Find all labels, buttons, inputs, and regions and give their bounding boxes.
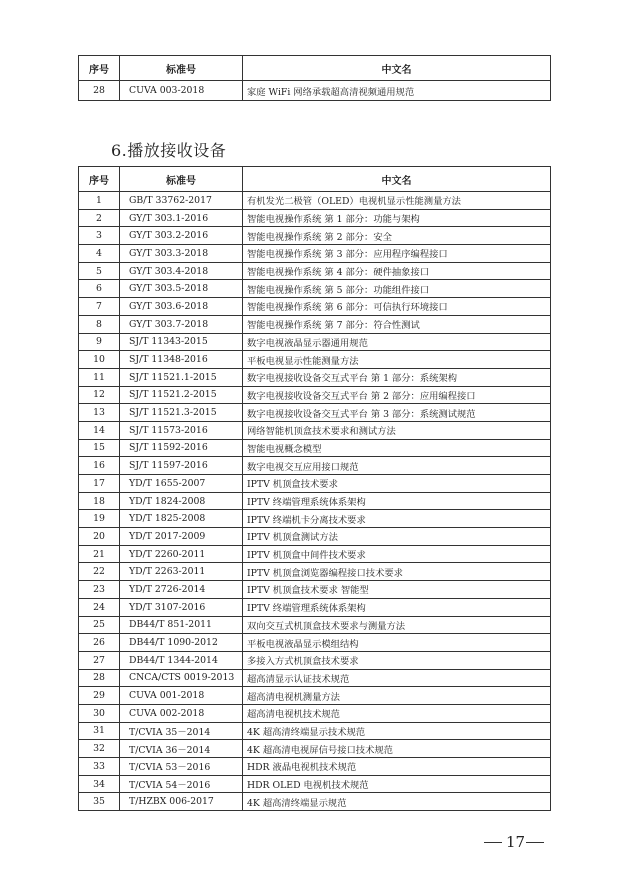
table-row: [79, 563, 551, 581]
page-number-dash-right: [526, 842, 544, 843]
standard-code: CUVA 003-2018: [120, 81, 243, 101]
standard-name: 网络智能机顶盒技术要求和测试方法: [243, 421, 551, 439]
standard-name: 智能电视操作系统 第 1 部分：功能与架构: [243, 209, 551, 227]
row-number: 35: [79, 793, 120, 811]
row-number: 13: [79, 404, 120, 422]
row-number: 27: [79, 651, 120, 669]
standard-code: SJ/T 11521.1-2015: [120, 368, 243, 386]
row-number: 25: [79, 616, 120, 634]
table-row: [79, 669, 551, 687]
standard-code: YD/T 2260-2011: [120, 545, 243, 563]
standard-code: GB/T 33762-2017: [120, 192, 243, 210]
standard-name: 数字电视接收设备交互式平台 第 3 部分：系统测试规范: [243, 404, 551, 422]
column-header-no: 序号: [79, 167, 120, 192]
table-header-row: [79, 56, 551, 81]
standard-code: YD/T 2263-2011: [120, 563, 243, 581]
table-row: [79, 404, 551, 422]
table-row: [79, 775, 551, 793]
column-header-name: 中文名: [243, 56, 551, 81]
table-row: [79, 280, 551, 298]
row-number: 18: [79, 492, 120, 510]
table-row: [79, 492, 551, 510]
standard-code: SJ/T 11343-2015: [120, 333, 243, 351]
table-row: [79, 545, 551, 563]
standard-name: HDR 液晶电视机技术规范: [243, 758, 551, 776]
table-row: [79, 245, 551, 263]
standard-code: YD/T 1655-2007: [120, 475, 243, 493]
standard-name: IPTV 机顶盒技术要求: [243, 475, 551, 493]
table-row: [79, 315, 551, 333]
table-row: [79, 722, 551, 740]
section-title: 6.播放接收设备: [111, 141, 227, 160]
standard-code: GY/T 303.1-2016: [120, 209, 243, 227]
standard-name: 数字电视交互应用接口规范: [243, 457, 551, 475]
standard-code: T/CVIA 53－2016: [120, 758, 243, 776]
table-row: [79, 333, 551, 351]
table-row: [79, 634, 551, 652]
row-number: 12: [79, 386, 120, 404]
standard-name: 智能电视操作系统 第 4 部分：硬件抽象接口: [243, 262, 551, 280]
standard-name: 数字电视液晶显示器通用规范: [243, 333, 551, 351]
column-header-name: 中文名: [243, 167, 551, 192]
standard-name: 智能电视操作系统 第 7 部分：符合性测试: [243, 315, 551, 333]
table-row: [79, 368, 551, 386]
table-row: [79, 528, 551, 546]
standard-name: 家庭 WiFi 网络承载超高清视频通用规范: [243, 81, 551, 101]
row-number: 1: [79, 192, 120, 210]
standard-name: 超高清显示认证技术规范: [243, 669, 551, 687]
table-row: [79, 298, 551, 316]
standard-code: GY/T 303.4-2018: [120, 262, 243, 280]
standard-code: SJ/T 11592-2016: [120, 439, 243, 457]
standard-name: 智能电视操作系统 第 6 部分：可信执行环境接口: [243, 298, 551, 316]
row-number: 4: [79, 245, 120, 263]
table-row: [79, 439, 551, 457]
page-number-dash-left: [484, 842, 502, 843]
table-row: [79, 351, 551, 369]
standard-name: HDR OLED 电视机技术规范: [243, 775, 551, 793]
standard-code: SJ/T 11521.3-2015: [120, 404, 243, 422]
row-number: 3: [79, 227, 120, 245]
standard-name: 有机发光二极管（OLED）电视机显示性能测量方法: [243, 192, 551, 210]
standard-name: 4K 超高清终端显示技术规范: [243, 722, 551, 740]
standard-name: 超高清电视机测量方法: [243, 687, 551, 705]
standard-name: IPTV 终端管理系统体系架构: [243, 598, 551, 616]
row-number: 34: [79, 775, 120, 793]
row-number: 28: [79, 81, 120, 101]
row-number: 26: [79, 634, 120, 652]
column-header-code: 标准号: [120, 167, 243, 192]
table-row: [79, 262, 551, 280]
table-row: [79, 598, 551, 616]
standard-name: 超高清电视机技术规范: [243, 704, 551, 722]
standard-code: YD/T 3107-2016: [120, 598, 243, 616]
row-number: 22: [79, 563, 120, 581]
standard-name: 4K 超高清终端显示规范: [243, 793, 551, 811]
table-row: [79, 421, 551, 439]
standard-name: 智能电视操作系统 第 3 部分：应用程序编程接口: [243, 245, 551, 263]
row-number: 30: [79, 704, 120, 722]
page-number: 17: [506, 833, 526, 851]
table-row: [79, 386, 551, 404]
row-number: 14: [79, 421, 120, 439]
row-number: 21: [79, 545, 120, 563]
standard-code: YD/T 2017-2009: [120, 528, 243, 546]
standard-code: GY/T 303.7-2018: [120, 315, 243, 333]
row-number: 20: [79, 528, 120, 546]
table-row: [79, 740, 551, 758]
row-number: 7: [79, 298, 120, 316]
standard-code: T/HZBX 006-2017: [120, 793, 243, 811]
standard-name: 双向交互式机顶盒技术要求与测量方法: [243, 616, 551, 634]
standard-code: YD/T 2726-2014: [120, 581, 243, 599]
standard-name: 平板电视显示性能测量方法: [243, 351, 551, 369]
table-row: [79, 457, 551, 475]
row-number: 11: [79, 368, 120, 386]
standard-code: YD/T 1824-2008: [120, 492, 243, 510]
row-number: 15: [79, 439, 120, 457]
standard-name: 平板电视液晶显示模组结构: [243, 634, 551, 652]
standard-name: IPTV 机顶盒技术要求 智能型: [243, 581, 551, 599]
standard-code: T/CVIA 36－2014: [120, 740, 243, 758]
table-row: [79, 192, 551, 210]
table-row: [79, 81, 551, 101]
standard-code: GY/T 303.2-2016: [120, 227, 243, 245]
table-row: [79, 687, 551, 705]
standard-code: CNCA/CTS 0019-2013: [120, 669, 243, 687]
row-number: 32: [79, 740, 120, 758]
row-number: 6: [79, 280, 120, 298]
standard-name: IPTV 机顶盒浏览器编程接口技术要求: [243, 563, 551, 581]
table-row: [79, 793, 551, 811]
row-number: 16: [79, 457, 120, 475]
standard-name: 智能电视操作系统 第 5 部分：功能组件接口: [243, 280, 551, 298]
standard-code: DB44/T 1090-2012: [120, 634, 243, 652]
standard-name: IPTV 终端机卡分离技术要求: [243, 510, 551, 528]
row-number: 9: [79, 333, 120, 351]
standard-code: YD/T 1825-2008: [120, 510, 243, 528]
standard-name: 智能电视操作系统 第 2 部分：安全: [243, 227, 551, 245]
standard-code: SJ/T 11597-2016: [120, 457, 243, 475]
standards-table-continued: [78, 55, 551, 101]
standard-code: DB44/T 851-2011: [120, 616, 243, 634]
table-row: [79, 704, 551, 722]
standard-code: CUVA 001-2018: [120, 687, 243, 705]
table-row: [79, 651, 551, 669]
standard-code: T/CVIA 54－2016: [120, 775, 243, 793]
row-number: 2: [79, 209, 120, 227]
standard-code: GY/T 303.5-2018: [120, 280, 243, 298]
row-number: 31: [79, 722, 120, 740]
column-header-no: 序号: [79, 56, 120, 81]
table-row: [79, 475, 551, 493]
row-number: 19: [79, 510, 120, 528]
standard-name: 数字电视接收设备交互式平台 第 2 部分：应用编程接口: [243, 386, 551, 404]
row-number: 33: [79, 758, 120, 776]
row-number: 5: [79, 262, 120, 280]
row-number: 8: [79, 315, 120, 333]
table-row: [79, 209, 551, 227]
standard-code: DB44/T 1344-2014: [120, 651, 243, 669]
standard-code: CUVA 002-2018: [120, 704, 243, 722]
standard-name: IPTV 机顶盒中间件技术要求: [243, 545, 551, 563]
column-header-code: 标准号: [120, 56, 243, 81]
table-header-row: [79, 167, 551, 192]
standard-name: 数字电视接收设备交互式平台 第 1 部分：系统架构: [243, 368, 551, 386]
row-number: 23: [79, 581, 120, 599]
table-row: [79, 758, 551, 776]
row-number: 29: [79, 687, 120, 705]
standard-name: IPTV 终端管理系统体系架构: [243, 492, 551, 510]
playback-devices-standards-table: [78, 166, 551, 811]
row-number: 28: [79, 669, 120, 687]
standard-code: SJ/T 11348-2016: [120, 351, 243, 369]
standard-code: SJ/T 11521.2-2015: [120, 386, 243, 404]
table-row: [79, 510, 551, 528]
standard-name: 智能电视概念模型: [243, 439, 551, 457]
standard-name: 4K 超高清电视屏信号接口技术规范: [243, 740, 551, 758]
table-row: [79, 227, 551, 245]
standard-code: GY/T 303.6-2018: [120, 298, 243, 316]
standard-name: IPTV 机顶盒测试方法: [243, 528, 551, 546]
row-number: 10: [79, 351, 120, 369]
table-row: [79, 581, 551, 599]
standard-name: 多接入方式机顶盒技术要求: [243, 651, 551, 669]
row-number: 24: [79, 598, 120, 616]
standard-code: T/CVIA 35－2014: [120, 722, 243, 740]
row-number: 17: [79, 475, 120, 493]
standard-code: GY/T 303.3-2018: [120, 245, 243, 263]
standard-code: SJ/T 11573-2016: [120, 421, 243, 439]
table-row: [79, 616, 551, 634]
